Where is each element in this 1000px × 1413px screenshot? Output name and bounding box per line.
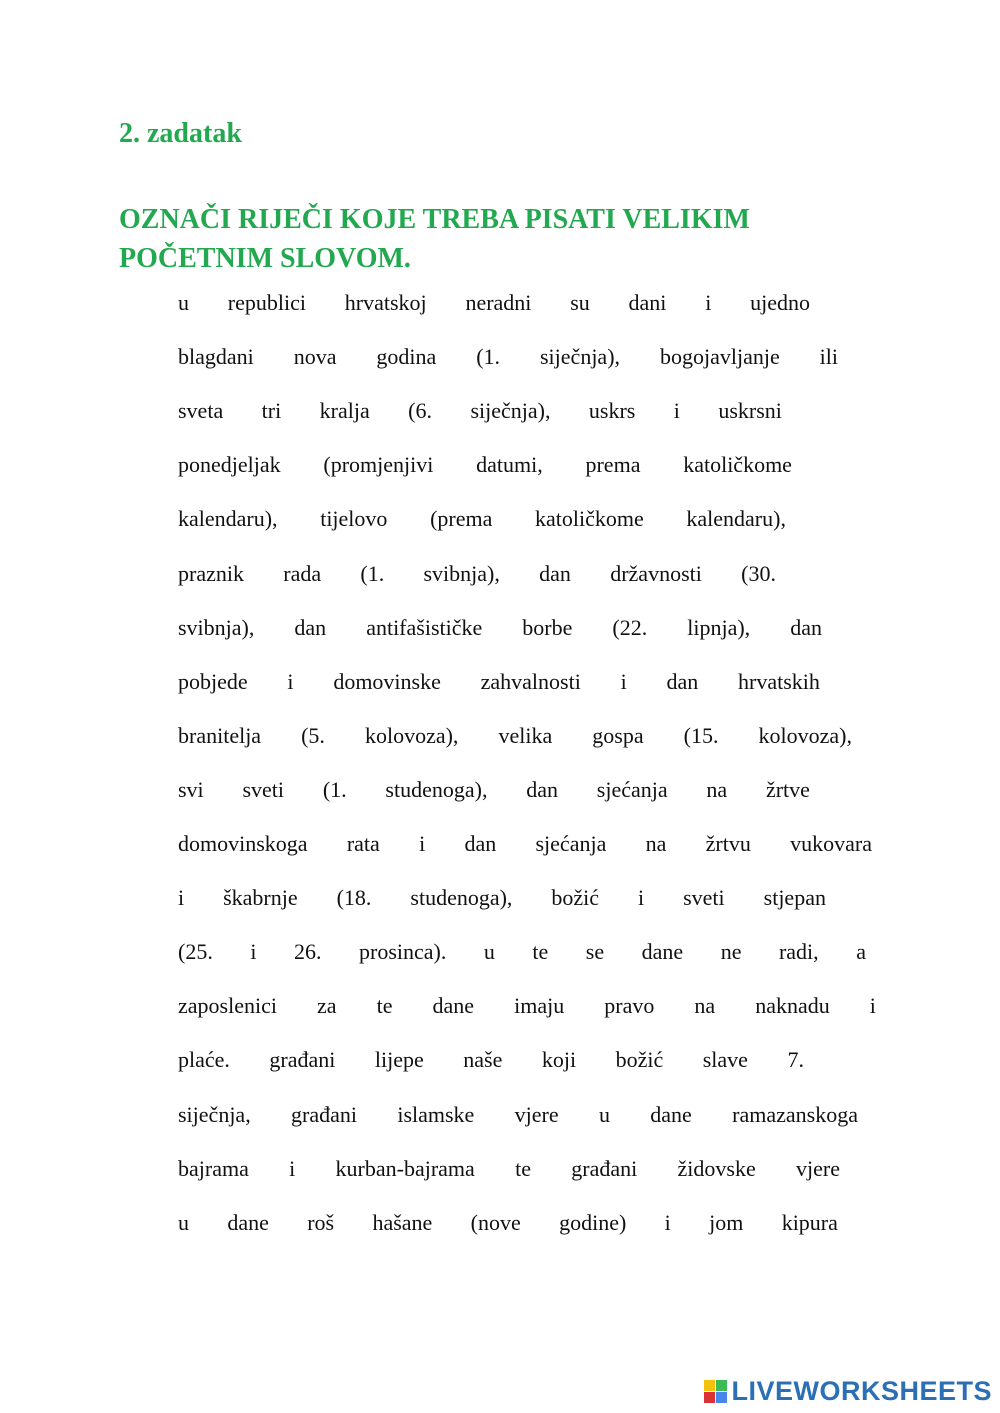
selectable-word[interactable]: svi [178, 776, 204, 802]
selectable-word[interactable]: plaće. [178, 1047, 230, 1073]
selectable-word[interactable]: katoličkome [535, 506, 644, 532]
selectable-word[interactable]: gospa [592, 722, 644, 748]
selectable-word[interactable]: sjećanja [596, 776, 668, 802]
selectable-word[interactable]: vjere [514, 1101, 559, 1127]
selectable-word[interactable]: nova [293, 344, 337, 370]
selectable-word[interactable]: pobjede [178, 668, 248, 694]
text-line [178, 1102, 858, 1132]
text-line [178, 561, 776, 591]
selectable-word[interactable]: su [570, 290, 590, 315]
selectable-word[interactable]: ili [819, 344, 838, 370]
text-line [178, 939, 866, 969]
selectable-word[interactable]: uskrsni [718, 398, 782, 424]
selectable-word[interactable]: svibnja), [178, 614, 255, 640]
selectable-word[interactable]: 26. [293, 939, 322, 965]
selectable-word[interactable]: (nove [470, 1209, 521, 1235]
selectable-word[interactable]: antifašističke [366, 614, 483, 640]
selectable-word[interactable]: (15. [683, 722, 719, 748]
selectable-word[interactable]: stjepan [763, 885, 826, 911]
selectable-word[interactable]: rata [346, 831, 380, 856]
selectable-word[interactable]: katoličkome [683, 452, 792, 478]
selectable-word[interactable]: lipnja), [687, 614, 751, 640]
text-line [178, 506, 786, 536]
selectable-word[interactable]: (prema [430, 506, 493, 532]
selectable-word[interactable]: (1. [476, 344, 501, 370]
selectable-word[interactable]: prema [585, 452, 641, 478]
selectable-word[interactable]: i [705, 290, 712, 315]
selectable-word[interactable]: i [287, 668, 294, 694]
instruction-heading: OZNAČI RIJEČI KOJE TREBA PISATI VELIKIM POČETNIM SLOVOM. [119, 204, 750, 274]
logo-text: LIVEWORKSHEETS [731, 1376, 992, 1406]
text-line [178, 885, 826, 915]
selectable-word[interactable]: božić [551, 885, 600, 911]
selectable-word[interactable]: dan [294, 614, 327, 640]
selectable-word[interactable]: kipura [781, 1209, 838, 1235]
selectable-word[interactable]: radi, [778, 939, 819, 965]
selectable-word[interactable]: studenoga), [410, 885, 513, 911]
selectable-word[interactable]: božić [615, 1047, 664, 1073]
selectable-word[interactable]: siječnja, [178, 1101, 251, 1127]
logo-block [704, 1380, 715, 1391]
selectable-word[interactable]: škabrnje [223, 885, 298, 911]
selectable-word[interactable]: građani [291, 1101, 357, 1127]
selectable-word[interactable]: dane [432, 993, 475, 1019]
selectable-word[interactable]: dani [628, 290, 667, 315]
text-line [178, 723, 852, 753]
logo-block [716, 1380, 727, 1391]
selectable-word[interactable]: 7. [787, 1047, 804, 1073]
selectable-word[interactable]: ponedjeljak [178, 452, 281, 478]
selectable-word[interactable]: građani [269, 1047, 336, 1073]
text-line [178, 1047, 804, 1077]
selectable-word[interactable]: i [178, 885, 185, 911]
selectable-word[interactable]: pravo [604, 993, 655, 1019]
selectable-word[interactable]: dane [227, 1209, 269, 1235]
selectable-word[interactable]: vukovara [790, 831, 872, 856]
selectable-word[interactable]: kalendaru), [686, 506, 786, 532]
selectable-word[interactable]: u [598, 1101, 610, 1127]
selectable-word[interactable]: (6. [408, 398, 432, 424]
selectable-word[interactable]: i [289, 1155, 296, 1181]
selectable-word[interactable]: dane [650, 1101, 692, 1127]
selectable-word[interactable]: prosinca). [359, 939, 447, 965]
selectable-word[interactable]: praznik [178, 560, 244, 586]
text-line [178, 452, 792, 482]
selectable-word[interactable]: svibnja), [423, 560, 500, 586]
text-line [178, 344, 838, 374]
selectable-word[interactable]: i [250, 939, 257, 965]
selectable-word[interactable]: godina [376, 344, 437, 370]
selectable-word[interactable]: (promjenjivi [323, 452, 434, 478]
selectable-word[interactable]: tri [261, 398, 282, 424]
selectable-word[interactable]: neradni [465, 290, 532, 315]
selectable-word[interactable]: i [419, 831, 426, 856]
text-line [178, 777, 810, 807]
selectable-word[interactable]: sveti [683, 885, 725, 911]
selectable-word[interactable]: kolovoza), [364, 722, 459, 748]
selectable-word[interactable]: u [483, 939, 495, 965]
selectable-word[interactable]: zaposlenici [178, 993, 277, 1019]
selectable-word[interactable]: studenoga), [385, 776, 488, 802]
selectable-word[interactable]: slave [702, 1047, 748, 1073]
selectable-word[interactable]: godine) [559, 1209, 627, 1235]
selectable-word[interactable]: te [376, 993, 393, 1019]
selectable-word[interactable]: za [317, 993, 337, 1019]
selectable-word[interactable]: (1. [360, 560, 385, 586]
text-line [178, 669, 820, 699]
selectable-word[interactable]: tijelovo [320, 506, 388, 532]
text-line [178, 615, 822, 645]
selectable-word[interactable]: kolovoza), [758, 722, 852, 748]
selectable-word[interactable]: (30. [741, 560, 776, 586]
selectable-word[interactable]: građani [571, 1155, 638, 1181]
task-title: 2. zadatak [119, 118, 242, 149]
selectable-word[interactable]: rada [283, 560, 322, 586]
text-line [178, 398, 782, 428]
selectable-word[interactable]: blagdani [178, 344, 254, 370]
selectable-word[interactable]: židovske [677, 1155, 756, 1181]
selectable-word[interactable]: kralja [319, 398, 370, 424]
text-line [178, 1210, 838, 1240]
selectable-word[interactable]: i [664, 1209, 671, 1235]
text-line [178, 290, 810, 320]
selectable-word[interactable]: islamske [397, 1101, 475, 1127]
selectable-word[interactable]: (22. [612, 614, 648, 640]
selectable-word[interactable]: hrvatskoj [344, 290, 427, 315]
selectable-word[interactable]: dan [464, 831, 497, 856]
selectable-word[interactable]: kalendaru), [178, 506, 278, 532]
selectable-word[interactable]: hašane [372, 1209, 433, 1235]
selectable-word[interactable]: (25. [178, 939, 213, 965]
selectable-word[interactable]: na [645, 831, 667, 856]
selectable-word[interactable]: žrtvu [705, 831, 751, 856]
selectable-word[interactable]: dan [666, 668, 699, 694]
selectable-word[interactable]: bogojavljanje [659, 344, 780, 370]
selectable-word[interactable]: uskrs [588, 398, 636, 424]
selectable-word[interactable]: ne [720, 939, 742, 965]
selectable-word[interactable]: (5. [301, 722, 325, 748]
selectable-word[interactable]: sjećanja [535, 831, 607, 856]
selectable-word[interactable]: vjere [796, 1155, 840, 1181]
selectable-word[interactable]: ramazanskoga [732, 1101, 858, 1127]
selectable-word[interactable]: borbe [522, 614, 573, 640]
selectable-word[interactable]: i [620, 668, 627, 694]
selectable-word[interactable]: se [585, 939, 605, 965]
selectable-word[interactable]: te [515, 1155, 531, 1181]
selectable-word[interactable]: dan [526, 776, 558, 802]
selectable-word[interactable]: u [178, 1209, 189, 1235]
selectable-word[interactable]: domovinske [333, 668, 441, 694]
selectable-word[interactable]: a [856, 939, 866, 965]
selectable-word[interactable]: bajrama [178, 1155, 249, 1181]
selectable-word[interactable]: republici [227, 290, 306, 315]
selectable-word[interactable]: dan [790, 614, 822, 640]
selectable-word[interactable]: datumi, [476, 452, 543, 478]
logo-block [704, 1392, 715, 1403]
selectable-word[interactable]: dan [539, 560, 571, 586]
selectable-word[interactable]: (1. [322, 776, 347, 802]
selectable-word[interactable]: državnosti [610, 560, 702, 586]
selectable-word[interactable]: te [532, 939, 549, 965]
selectable-word[interactable]: i [673, 398, 680, 424]
selectable-word[interactable]: na [706, 776, 728, 802]
liveworksheets-logo [704, 1376, 992, 1407]
selectable-word[interactable]: hrvatskih [738, 668, 820, 694]
selectable-word[interactable]: naknadu [755, 993, 830, 1019]
selectable-word[interactable]: na [694, 993, 716, 1019]
selectable-word[interactable]: jom [709, 1209, 744, 1235]
selectable-word[interactable]: domovinskoga [178, 831, 308, 856]
selectable-word[interactable]: (18. [336, 885, 372, 911]
selectable-word[interactable]: u [178, 290, 189, 315]
logo-block [716, 1392, 727, 1403]
selectable-word[interactable]: branitelja [178, 722, 262, 748]
selectable-word[interactable]: siječnja), [470, 398, 551, 424]
selectable-word[interactable]: kurban-bajrama [335, 1155, 475, 1181]
selectable-word[interactable]: koji [541, 1047, 577, 1073]
selectable-word[interactable]: i [638, 885, 645, 911]
logo-icon [704, 1380, 727, 1403]
selectable-word[interactable]: velika [498, 722, 553, 748]
selectable-word[interactable]: zahvalnosti [480, 668, 581, 694]
selectable-word[interactable]: sveta [178, 398, 224, 424]
selectable-word[interactable]: i [869, 993, 876, 1019]
text-line [178, 1156, 840, 1186]
selectable-word[interactable]: siječnja), [540, 344, 621, 370]
text-line [178, 831, 872, 861]
text-line [178, 993, 876, 1023]
selectable-word[interactable]: žrtve [765, 776, 810, 802]
selectable-word[interactable]: roš [307, 1209, 335, 1235]
selectable-word[interactable]: imaju [514, 993, 565, 1019]
selectable-word[interactable]: lijepe [374, 1047, 424, 1073]
selectable-word[interactable]: dane [641, 939, 684, 965]
selectable-word[interactable]: ujedno [750, 290, 810, 315]
selectable-word[interactable]: naše [463, 1047, 503, 1073]
selectable-word[interactable]: sveti [242, 776, 285, 802]
